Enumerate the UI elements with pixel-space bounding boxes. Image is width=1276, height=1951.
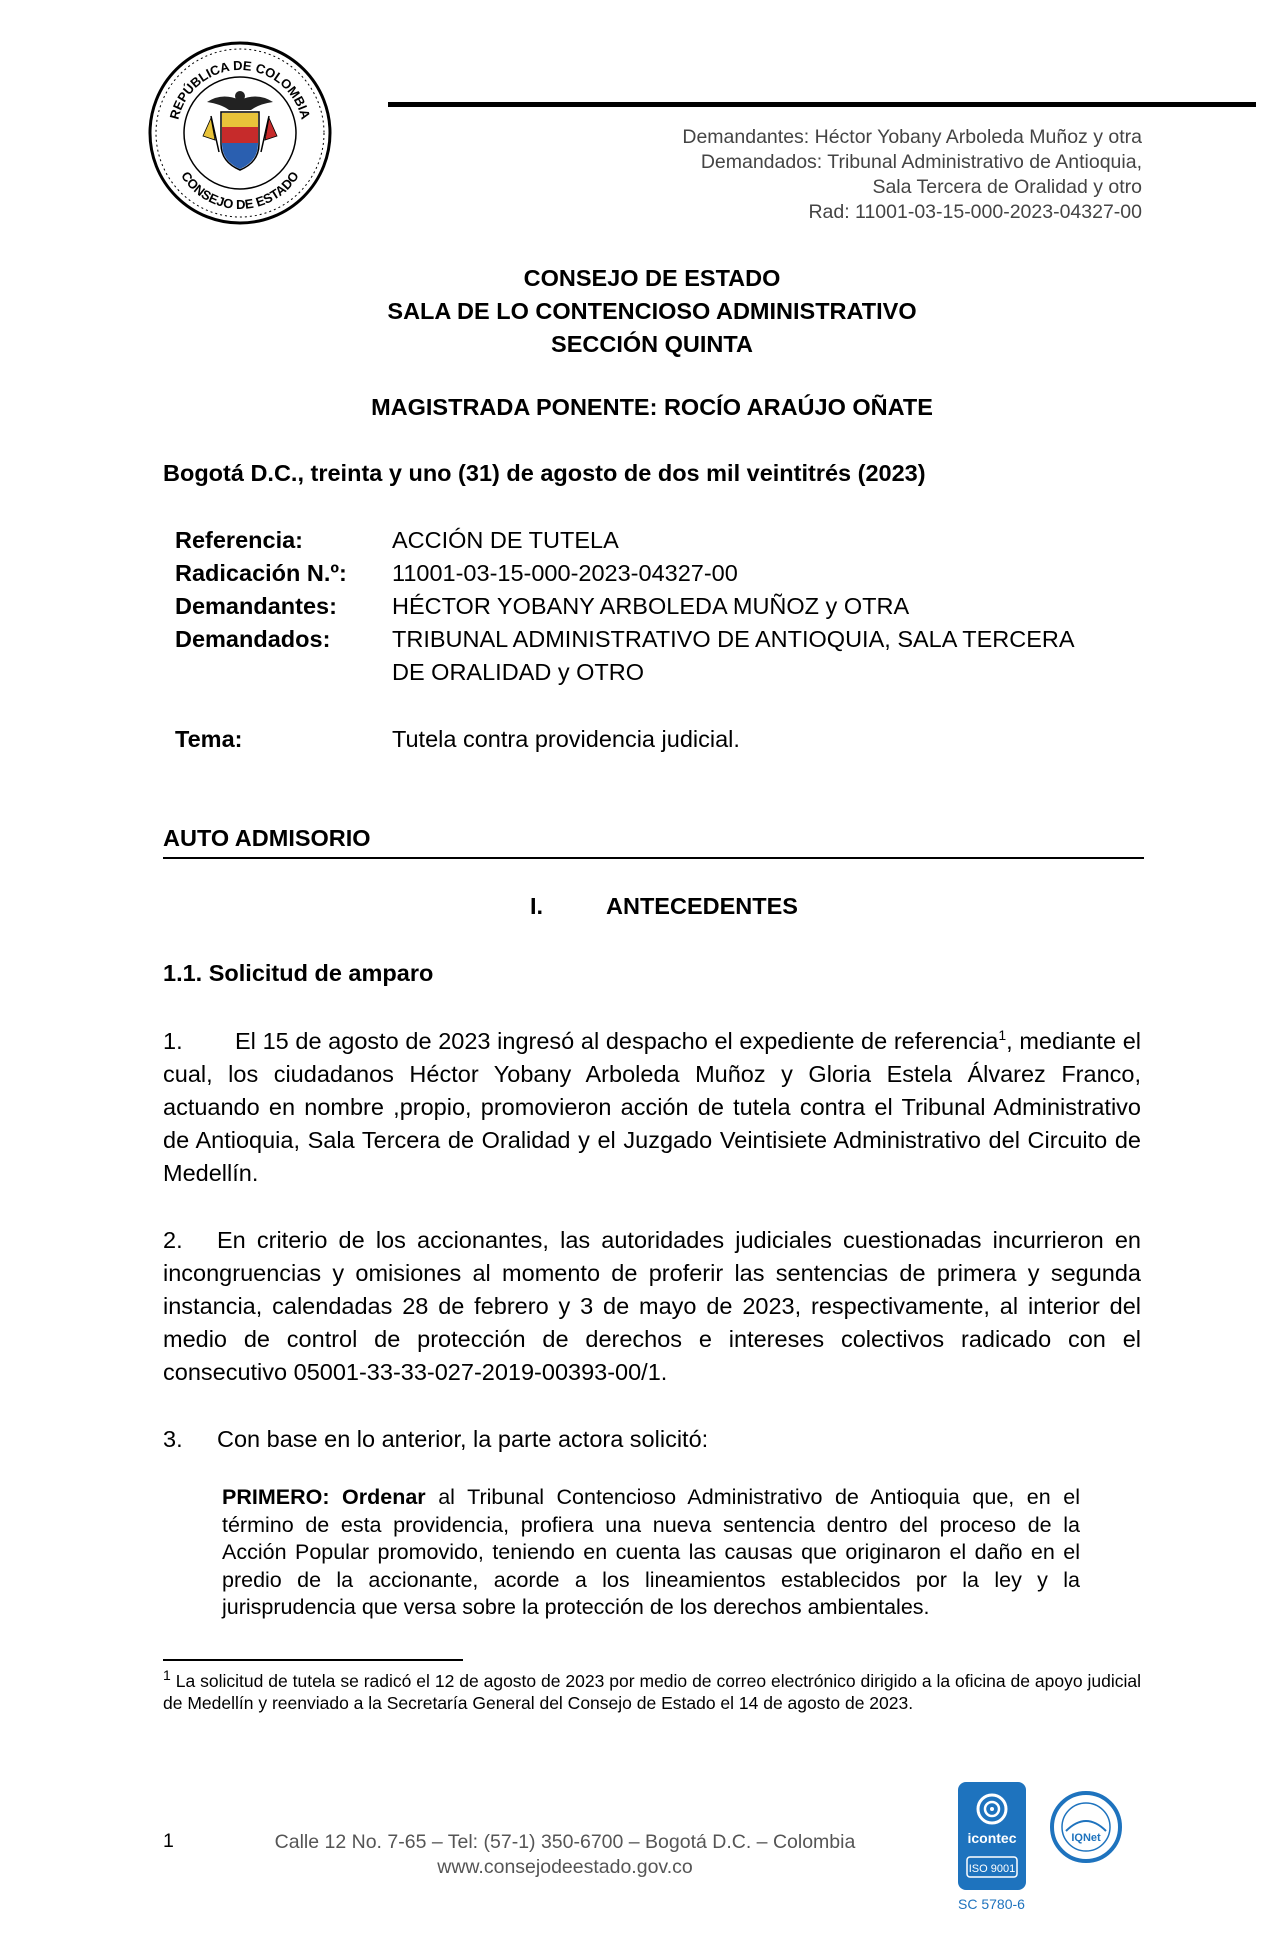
demandados-value-line-1: TRIBUNAL ADMINISTRATIVO DE ANTIOQUIA, SALA TERCERA (392, 626, 1075, 652)
paragraph-text-b: , mediante el cual, los ciudadanos Héctor Yobany Arboleda Muñoz y Gloria Estela Álvarez Franco, actuando en nombre ,propio, promovieron acción de tutela contra el Tribunal Administrativo de Antioquia, Sala Tercera de Oralidad y el Juzgado Veintisiete Administrativo del Circuito de Medellín. (163, 1028, 1141, 1186)
footnote-1 (163, 1667, 1141, 1714)
subsection-heading: 1.1. Solicitud de amparo (163, 960, 434, 986)
header-demandados: Demandados: Tribunal Administrativo de Antioquia, (700, 151, 1142, 173)
referencia-label: Referencia: (175, 527, 303, 553)
header-demandantes: Demandantes: Héctor Yobany Arboleda Muñoz y otra (682, 126, 1142, 148)
paragraph-2 (163, 1224, 1141, 1389)
iso-label: ISO 9001 (968, 1863, 1016, 1875)
demandados-label: Demandados: (175, 626, 331, 652)
paragraph-number: 3. (163, 1426, 183, 1452)
auto-admisorio-title: AUTO ADMISORIO (163, 825, 371, 851)
section-number: I. (530, 893, 544, 919)
iqnet-certification-badge (1050, 1791, 1122, 1863)
document-title (163, 262, 1141, 361)
footnote-mark: 1 (163, 1667, 171, 1684)
coat-of-arms-icon (147, 40, 333, 226)
paragraph-text-a: El 15 de agosto de 2023 ingresó al despacho el expediente de referencia (235, 1028, 999, 1054)
demandados-value-line-2: DE ORALIDAD y OTRO (392, 659, 645, 685)
footer-address-block (250, 1830, 880, 1880)
title-line-3: SECCIÓN QUINTA (551, 331, 753, 357)
icontec-label: icontec (967, 1830, 1017, 1846)
footer-website[interactable]: www.consejodeestado.gov.co (437, 1856, 693, 1878)
date-line: Bogotá D.C., treinta y uno (31) de agosto de dos mil veintitrés (2023) (163, 460, 926, 486)
quoted-request (222, 1484, 1080, 1622)
magistrada-ponente: MAGISTRADA PONENTE: ROCÍO ARAÚJO OÑATE (371, 394, 933, 420)
demandantes-value: HÉCTOR YOBANY ARBOLEDA MUÑOZ y OTRA (392, 593, 910, 619)
certificate-code: SC 5780-6 (958, 1896, 1025, 1912)
footnote-separator (163, 1659, 463, 1661)
footer-address: Calle 12 No. 7-65 – Tel: (57-1) 350-6700 – Bogotá D.C. – Colombia (274, 1831, 856, 1853)
consejo-de-estado-seal (147, 40, 333, 226)
title-line-1: CONSEJO DE ESTADO (523, 265, 781, 291)
running-header (560, 125, 1142, 225)
iqnet-label: IQNet (1071, 1832, 1101, 1844)
paragraph-text: En criterio de los accionantes, las autoridades judiciales cuestionadas incurrieron en incongruencias y omisiones al momento de proferir las sentencias de primera y segunda instancia, calendadas 28 de febrero y 3 de mayo de 2023, respectivamente, al interior del medio de control de protección de derechos e intereses colectivos radicado con el consecutivo 05001-33-33-027-2019-00393-00/1. (163, 1227, 1141, 1385)
iqnet-logo-icon (1050, 1791, 1122, 1863)
paragraph-number: 1. (163, 1028, 183, 1054)
icontec-logo-icon (957, 1781, 1027, 1891)
quote-text: al Tribunal Contencioso Administrativo de Antioquia que, en el término de esta providencia, profiera una nueva sentencia dentro del proceso de la Acción Popular promovido, teniendo en cuenta las causas que originaron el daño en el predio de la accionante, acorde a los lineamientos establecidos por la ley y la jurisprudencia que versa sobre la protección de los derechos ambientales. (222, 1485, 1080, 1619)
paragraph-number: 2. (163, 1227, 183, 1253)
paragraph-3 (163, 1423, 1141, 1456)
footnote-text: La solicitud de tutela se radicó el 12 de agosto de 2023 por medio de correo electrónico dirigido a la oficina de apoyo judicial de Medellín y reenviado a la Secretaría General del Consejo de Estado el 14 de agosto de 2023. (163, 1671, 1141, 1713)
header-radicado: Rad: 11001-03-15-000-2023-04327-00 (808, 201, 1142, 223)
title-line-2: SALA DE LO CONTENCIOSO ADMINISTRATIVO (387, 298, 917, 324)
radicacion-label: Radicación N.º: (175, 560, 347, 586)
paragraph-text: Con base en lo anterior, la parte actora solicitó: (217, 1426, 709, 1452)
tema-value: Tutela contra providencia judicial. (392, 726, 740, 752)
title-underline (163, 857, 1144, 859)
page-number: 1 (163, 1830, 174, 1852)
seal-bottom-text: CONSEJO DE ESTADO (178, 168, 302, 213)
demandantes-label: Demandantes: (175, 593, 337, 619)
icontec-certification-badge (957, 1781, 1027, 1891)
header-rule (388, 102, 1256, 107)
quote-bold-lead: PRIMERO: Ordenar (222, 1485, 426, 1509)
paragraph-1 (163, 1025, 1141, 1190)
footnote-reference[interactable]: 1 (998, 1027, 1007, 1044)
header-sala: Sala Tercera de Oralidad y otro (872, 176, 1142, 198)
radicacion-value: 11001-03-15-000-2023-04327-00 (392, 560, 738, 586)
seal-top-text: REPÚBLICA DE COLOMBIA (166, 57, 314, 121)
section-title: ANTECEDENTES (606, 893, 798, 919)
tema-label: Tema: (175, 726, 243, 752)
referencia-value: ACCIÓN DE TUTELA (392, 527, 619, 553)
